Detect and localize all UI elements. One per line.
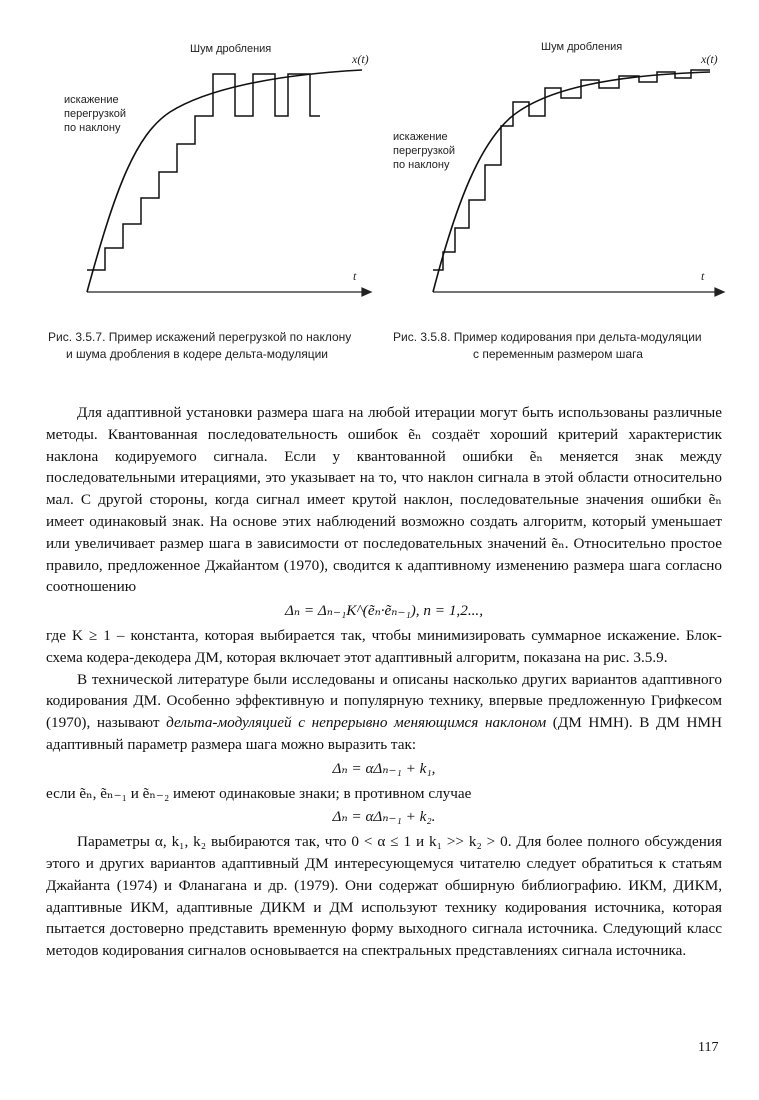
distortion-label-1: искажение	[393, 131, 448, 143]
paragraph: Параметры α, k₁, k₂ выбираются так, что 0 < α ≤ 1 и k₁ >> k₂ > 0. Для более полного обсуждения этого и других вариантов адаптивный ДМ интересующемуся читателю следует обратиться к статьям Джайанта (1974) и Фланагана и др. (1979). Они содержат обширную библиографию. ИКМ, ДИКМ, адаптивные ИКМ, адаптивные ДИКМ и ДМ используют технику кодирования источника, которая пытается достоверно представить временную форму выходного сигнала источника. Следующий класс методов кодирования сигналов основывается на спектральных представлениях сигнала источника.	[46, 833, 722, 960]
caption-line: Рис. 3.5.7. Пример искажений перегрузкой по наклону	[48, 330, 352, 344]
body-text	[46, 402, 722, 962]
figure-caption-3-5-8	[393, 329, 733, 363]
distortion-label-2: перегрузкой	[64, 108, 127, 120]
text-run: В технической литературе были исследованы и описаны насколько других вариантов адаптивного кодирования ДМ. Особенно эффективную и популярную технику, впервые предложенную Грифкесом (1970), называют	[46, 670, 722, 732]
text-run: (ДМ НМН). В ДМ НМН адаптивный параметр размера шага можно выразить так:	[46, 714, 722, 753]
formula-cvsd-1: Δₙ = αΔₙ₋₁ + k₁,	[332, 759, 436, 777]
axes	[433, 288, 724, 296]
figure-caption-3-5-7	[48, 329, 393, 363]
page-number: 117	[698, 1040, 719, 1055]
staircase-approximation	[87, 74, 320, 270]
figure-adaptive-step	[385, 30, 730, 315]
xt-label: x(t)	[352, 52, 369, 66]
t-label: t	[701, 269, 705, 283]
caption-line: и шума дробления в кодере дельта-модуляции	[66, 347, 328, 361]
xt-label: x(t)	[701, 52, 718, 66]
signal-curve	[87, 70, 362, 292]
distortion-label-2: перегрузкой	[393, 145, 456, 157]
condition-line: если ẽₙ, ẽₙ₋₁ и ẽₙ₋₂ имеют одинаковые знаки; в противном случае	[46, 784, 472, 802]
figure-slope-overload	[40, 30, 380, 315]
noise-label: Шум дробления	[190, 43, 272, 55]
paragraph: где K ≥ 1 – константа, которая выбирается так, чтобы минимизировать суммарное искажение. Блок-схема кодера-декодера ДМ, которая включает этот адаптивный алгоритм, показана на рис. 3.5.9.	[46, 626, 722, 666]
formula-jayant: Δₙ = Δₙ₋₁K^(ẽₙ·ẽₙ₋₁), n = 1,2...,	[284, 602, 484, 620]
formula-cvsd-2: Δₙ = αΔₙ₋₁ + k₂.	[332, 808, 436, 826]
distortion-label-1: искажение	[64, 94, 119, 106]
paragraph: Для адаптивной установки размера шага на любой итерации могут быть использованы различные методы. Квантованная последовательность ошибок ẽₙ создаёт хороший критерий характеристик наклона кодируемого сигнала. Если у квантованной ошибки ẽₙ меняется знак между последовательными итерациями, это указывает на то, что наклон сигнала в этой области относительно мал. С другой стороны, когда сигнал имеет крутой наклон, последовательные значения ошибки ẽₙ имеет одинаковый знак. На основе этих наблюдений возможно создать алгоритм, который уменьшает или увеличивает размер шага в зависимости от последовательных значений ẽₙ. Относительно простое правило, предложенное Джайантом (1970), сводится к адаптивному изменению размера шага согласно соотношению	[46, 404, 722, 596]
emphasis-term: дельта-модуляцией с непрерывно меняющимся наклоном	[166, 714, 547, 732]
t-label: t	[353, 269, 357, 283]
paragraph	[46, 669, 722, 756]
axes	[87, 288, 371, 296]
signal-curve	[433, 72, 710, 292]
distortion-label-3: по наклону	[393, 159, 450, 171]
caption-line: с переменным размером шага	[473, 347, 643, 361]
distortion-label-3: по наклону	[64, 122, 121, 134]
caption-line: Рис. 3.5.8. Пример кодирования при дельта-модуляции	[393, 330, 702, 344]
noise-label: Шум дробления	[541, 41, 623, 53]
